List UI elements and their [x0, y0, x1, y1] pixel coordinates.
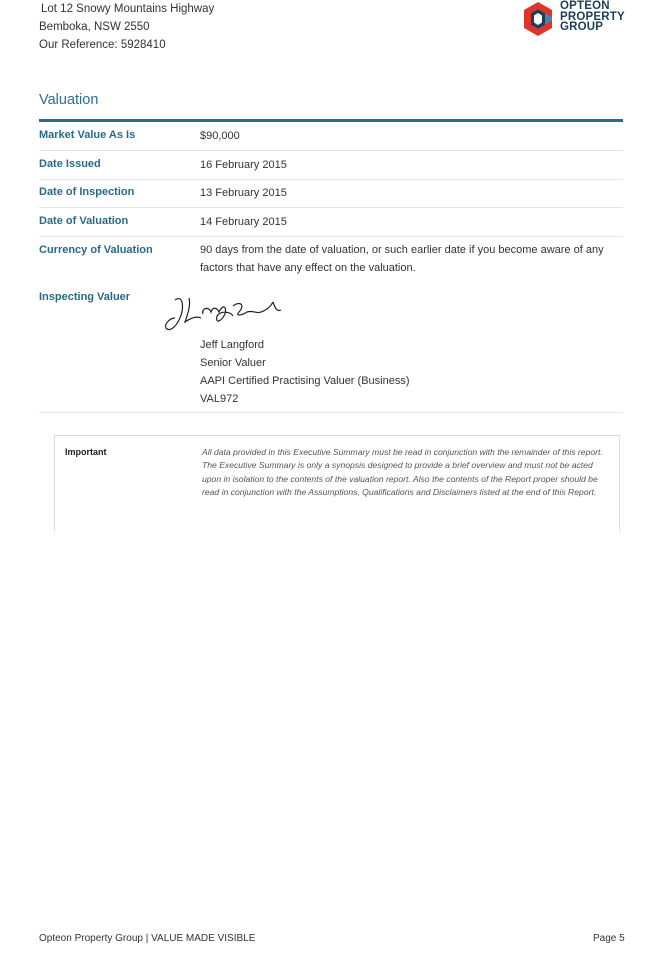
logo-line-3: GROUP	[560, 21, 604, 33]
row-value: 14 February 2015	[200, 216, 287, 228]
row-currency-valuation	[39, 236, 623, 282]
row-label: Date of Valuation	[39, 215, 129, 227]
valuer-name: Jeff Langford	[200, 339, 265, 351]
footer-company: Opteon Property Group | VALUE MADE VISIBLE	[39, 933, 256, 944]
row-label: Date of Inspection	[39, 186, 135, 198]
row-label: Date Issued	[39, 158, 101, 170]
logo-line-1: OPTEON	[560, 0, 610, 12]
row-label: Market Value As Is	[39, 129, 136, 141]
opteon-logo	[520, 0, 630, 38]
valuer-signature	[161, 292, 291, 336]
row-value: 13 February 2015	[200, 187, 287, 199]
row-date-valuation	[39, 207, 623, 237]
row-market-value	[39, 122, 623, 151]
important-text: All data provided in this Executive Summary must be read in conjunction with the remainder of this report. The Executive Summary is only a synopsis designed to provide a brief overview and must not be acted upon in isolation to the contents of the valuation report. Also the contents of the Report proper should be read in conjunction with the Assumptions, Qualifications and Disclaimers listed at the end of this Report.	[202, 447, 603, 497]
row-inspecting-valuer	[39, 282, 623, 413]
address-line-2: Bemboka, NSW 2550	[39, 21, 150, 33]
row-label: Inspecting Valuer	[39, 291, 131, 303]
valuer-certification: AAPI Certified Practising Valuer (Business)	[200, 375, 410, 387]
row-value: 16 February 2015	[200, 159, 287, 171]
important-label: Important	[65, 447, 107, 457]
address-line-1: Lot 12 Snowy Mountains Highway	[41, 3, 215, 15]
valuer-title: Senior Valuer	[200, 357, 266, 369]
logo-line-2: PROPERTY	[560, 10, 625, 23]
page-number: Page 5	[593, 933, 625, 944]
row-value: 90 days from the date of valuation, or such earlier date if you become aware of any factors that have any effect on the valuation.	[200, 244, 604, 274]
row-label: Currency of Valuation	[39, 244, 153, 256]
important-notice	[54, 435, 620, 531]
section-title: Valuation	[39, 92, 99, 108]
address-block	[39, 0, 214, 54]
row-value: $90,000	[200, 130, 240, 142]
reference-number: Our Reference: 5928410	[39, 39, 166, 51]
row-date-inspection	[39, 179, 623, 208]
logo-wordmark	[560, 1, 625, 33]
logo-mark-icon	[520, 0, 556, 38]
row-date-issued	[39, 150, 623, 180]
valuer-id: VAL972	[200, 393, 239, 405]
valuer-details	[200, 336, 620, 408]
